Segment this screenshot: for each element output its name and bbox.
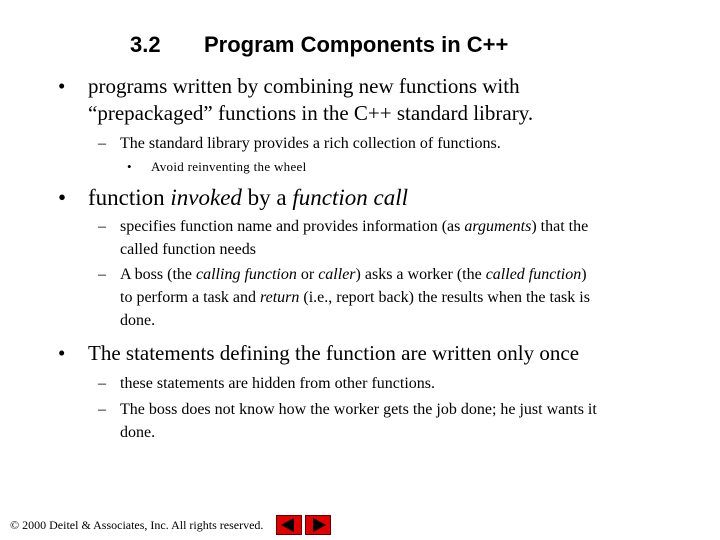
bullet-text-line <box>88 184 408 211</box>
prev-slide-button[interactable] <box>276 515 302 535</box>
dash-marker: – <box>98 266 106 283</box>
sub-bullet-text-line: done. <box>120 312 156 329</box>
slide-number: 3.2 <box>130 32 161 57</box>
sub-bullet-text: The standard library provides a rich collection of functions. <box>120 135 501 152</box>
next-slide-button[interactable] <box>305 515 331 535</box>
text-run: A boss (the <box>120 266 196 283</box>
sub-bullet-text: these statements are hidden from other functions. <box>120 375 436 392</box>
bullet-marker: • <box>58 74 66 98</box>
dash-marker: – <box>98 135 106 152</box>
sub-bullet-text-line: done. <box>120 424 156 441</box>
sub-bullet-text-line <box>120 263 587 286</box>
sub-bullet-text-line: called function needs <box>120 241 256 258</box>
left-arrow-icon <box>277 516 301 534</box>
text-run-italic: caller <box>318 266 356 283</box>
dash-marker: – <box>98 375 106 392</box>
text-run: (i.e., report back) the results when the task is <box>299 289 590 306</box>
text-run: ) that the <box>531 218 589 235</box>
sub-bullet-text-line: The boss does not know how the worker gets the job done; he just wants it <box>120 401 597 418</box>
bullet-text-line: programs written by combining new functions with <box>88 74 520 98</box>
text-run-italic: invoked <box>170 185 242 210</box>
bullet-marker: • <box>58 185 67 210</box>
dash-marker: – <box>98 218 106 235</box>
right-arrow-icon <box>306 516 330 534</box>
text-run-italic: function call <box>292 185 409 210</box>
text-run: or <box>296 266 319 283</box>
dash-marker: – <box>98 401 106 418</box>
slide-title <box>130 32 508 62</box>
text-run-italic: calling function <box>196 266 297 283</box>
copyright-footer: © 2000 Deitel & Associates, Inc. All rights reserved. <box>10 518 264 532</box>
bullet-marker: • <box>58 341 66 365</box>
text-run: by a <box>241 185 293 210</box>
text-run-italic: arguments <box>464 218 532 235</box>
bullet-text-line: The statements defining the function are written only once <box>88 341 580 365</box>
sub-bullet-text-line <box>120 286 590 309</box>
sub-sub-bullet-text: Avoid reinventing the wheel <box>151 159 307 174</box>
text-run: to perform a task and <box>120 289 260 306</box>
text-run: function <box>88 185 171 210</box>
sub-bullet-text-line <box>120 215 588 238</box>
text-run-italic: called function <box>485 266 582 283</box>
text-run-italic: return <box>259 289 300 306</box>
text-run: ) asks a worker (the <box>355 266 486 283</box>
bullet-marker: • <box>127 159 132 174</box>
text-run: specifies function name and provides information (as <box>120 218 465 235</box>
text-run: ) <box>581 266 587 283</box>
bullet-text-line: “prepackaged” functions in the C++ standard library. <box>88 101 534 125</box>
slide-title-text: Program Components in C++ <box>204 32 509 57</box>
